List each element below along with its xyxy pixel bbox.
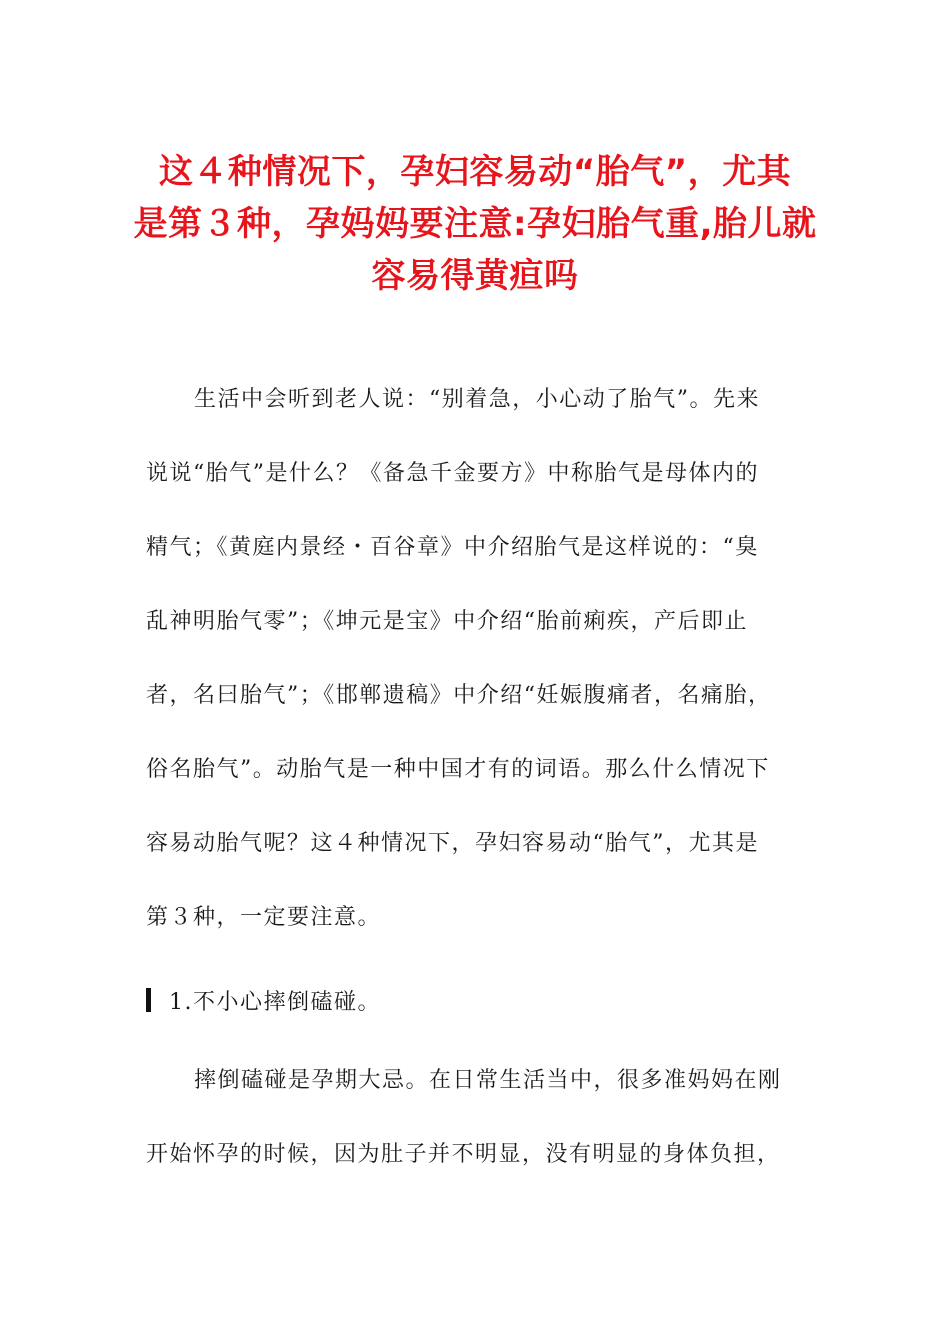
article-title: [120, 146, 830, 302]
title-line: 容易得黄疸吗: [371, 256, 579, 296]
title-line: 是第３种，孕妈妈要注意:孕妇胎气重,胎儿就: [133, 204, 817, 244]
paragraph-line: 摔倒磕碰是孕期大忌。在日常生活当中，很多准妈妈在刚: [194, 1068, 782, 1093]
paragraph-line: 俗名胎气”。动胎气是一种中国才有的词语。那么什么情况下: [146, 757, 770, 782]
paragraph-line: 开始怀孕的时候，因为肚子并不明显，没有明显的身体负担，: [146, 1142, 781, 1167]
title-line: 这４种情况下，孕妇容易动“胎气”，尤其: [158, 152, 792, 192]
paragraph-line: 生活中会听到老人说：“别着急，小心动了胎气”。先来: [194, 387, 760, 412]
paragraph-line: 说说“胎气”是什么？《备急千金要方》中称胎气是母体内的: [146, 461, 759, 486]
section-heading: [146, 963, 381, 1037]
paragraph-line: 者，名曰胎气”；《邯郸遗稿》中介绍“妊娠腹痛者，名痛胎，: [146, 683, 772, 708]
paragraph-line: 乱神明胎气零”；《坤元是宝》中介绍“胎前痢疾，产后即止: [146, 609, 748, 634]
paragraph-line: 精气；《黄庭内景经・百谷章》中介绍胎气是这样说的：“臭: [146, 535, 759, 560]
paragraph-line: 第３种，一定要注意。: [146, 905, 382, 930]
paragraph-line: 容易动胎气呢？这４种情况下，孕妇容易动“胎气”，尤其是: [146, 831, 759, 856]
section1-paragraph: [146, 1044, 806, 1192]
intro-paragraph: [146, 363, 806, 955]
section-heading-text: 1.不小心摔倒磕碰。: [169, 989, 381, 1015]
heading-bar-marker: [146, 988, 151, 1012]
